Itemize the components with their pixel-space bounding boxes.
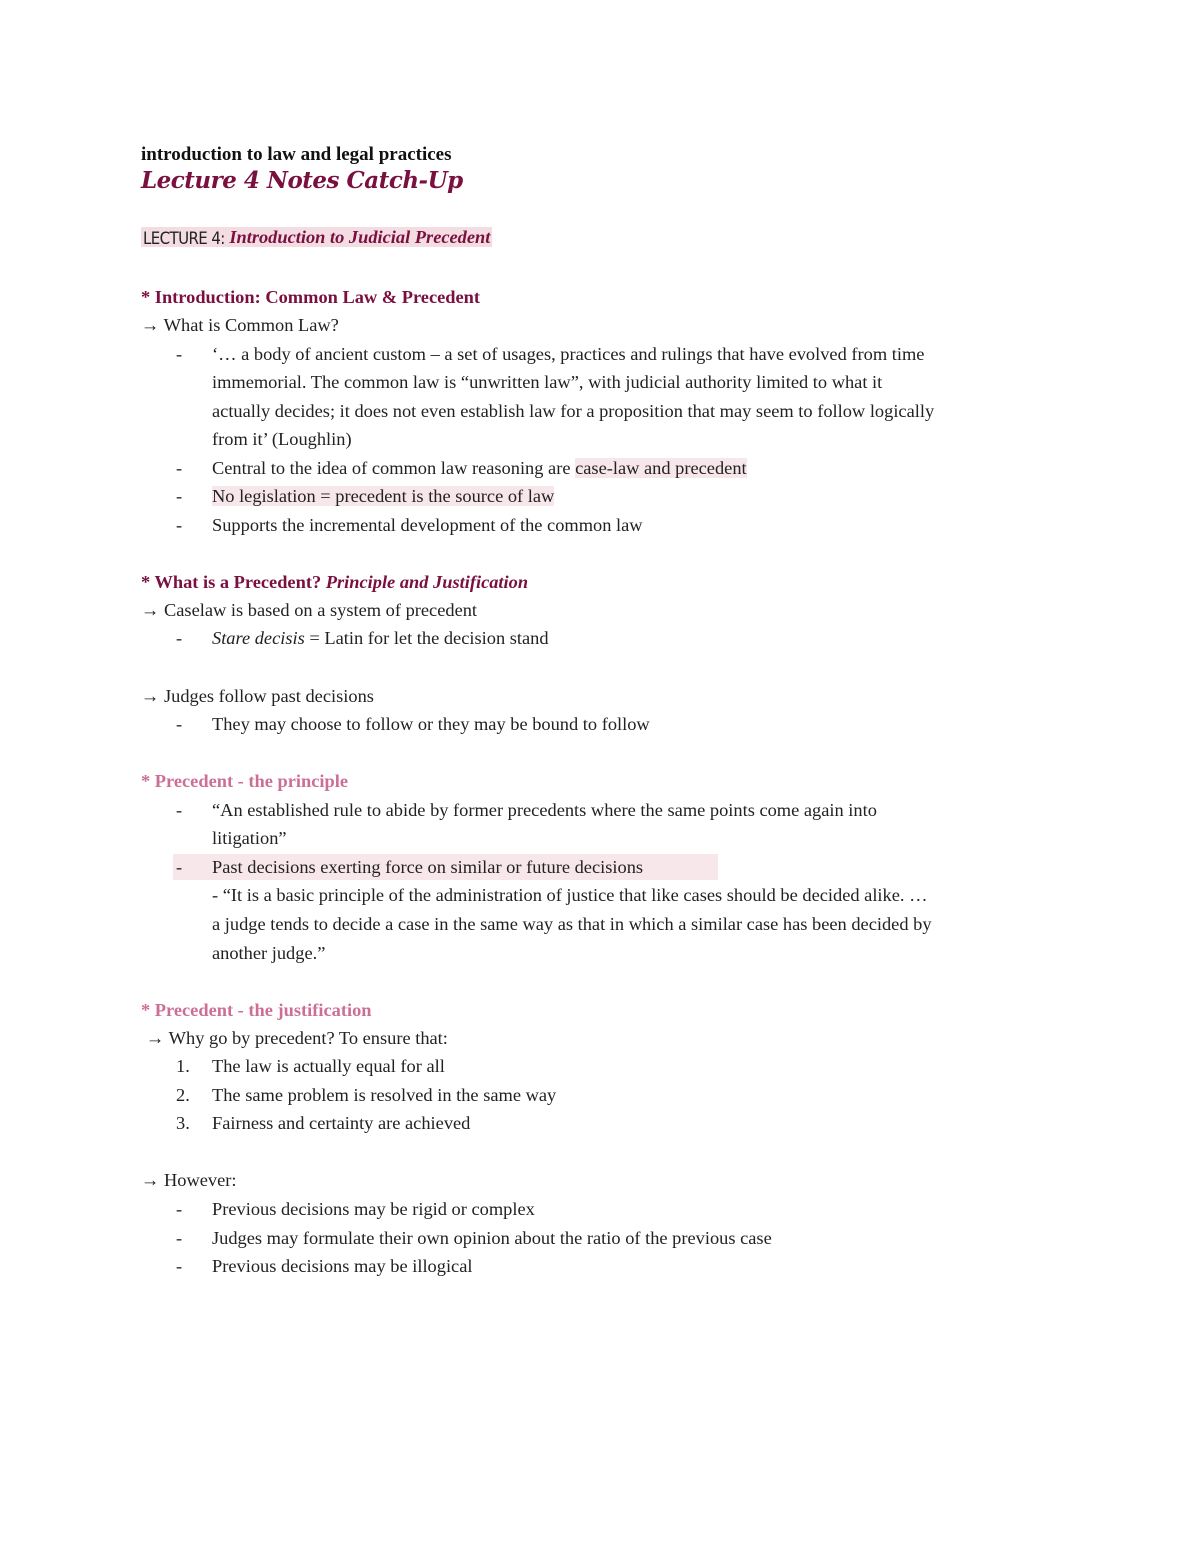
section-heading-common-law: * Introduction: Common Law & Precedent — [141, 287, 481, 307]
sub-quote-line: another judge.” — [212, 943, 326, 963]
sub-quote-line: a judge tends to decide a case in the same way as that in which a similar case has been decided by — [212, 914, 932, 934]
bullet-dash: - — [176, 628, 183, 648]
list-item: Previous decisions may be illogical — [212, 1256, 473, 1276]
list-item — [212, 625, 549, 651]
bullet-dash: - — [176, 1199, 183, 1219]
list-item — [212, 483, 554, 509]
bullet-dash: - — [176, 714, 183, 734]
course-title: introduction to law and legal practices — [141, 144, 452, 165]
list-item-text: Central to the idea of common law reasoning are — [212, 458, 576, 478]
bullet-dash: - — [176, 1228, 183, 1248]
list-item — [212, 455, 747, 481]
heading-italic-text: Principle and Justification — [325, 572, 529, 592]
numbered-item: The law is actually equal for all — [212, 1056, 445, 1076]
highlighted-text: No legislation = precedent is the source of law — [212, 486, 555, 506]
latin-term: Stare decisis — [212, 628, 305, 648]
arrow-line: → Caselaw is based on a system of precedent — [141, 600, 478, 620]
quote-line: from it’ (Loughlin) — [212, 429, 352, 449]
list-number: 2. — [176, 1085, 190, 1105]
list-item: “An established rule to abide by former precedents where the same points come again into — [212, 800, 877, 820]
section-heading-principle: * Precedent - the principle — [141, 771, 349, 791]
numbered-item: The same problem is resolved in the same way — [212, 1085, 557, 1105]
page-title: Lecture 4 Notes Catch-Up — [141, 167, 463, 194]
quote-line: immemorial. The common law is “unwritten law”, with judicial authority limited to what it — [212, 372, 883, 392]
list-item: Supports the incremental development of the common law — [212, 515, 643, 535]
highlighted-text: case-law and precedent — [575, 458, 747, 478]
arrow-line-what-is-common-law: → What is Common Law? — [141, 315, 339, 335]
arrow-line-however: → However: — [141, 1170, 237, 1190]
bullet-dash: - — [176, 800, 183, 820]
list-number: 3. — [176, 1113, 190, 1133]
numbered-item: Fairness and certainty are achieved — [212, 1113, 471, 1133]
list-item: Previous decisions may be rigid or complex — [212, 1199, 535, 1219]
arrow-line: → Judges follow past decisions — [141, 686, 374, 706]
bullet-dash: - — [176, 515, 183, 535]
list-number: 1. — [176, 1056, 190, 1076]
bullet-dash: - — [176, 486, 183, 506]
bullet-dash: - — [176, 857, 183, 877]
list-item: They may choose to follow or they may be bound to follow — [212, 714, 650, 734]
arrow-line: → Why go by precedent? To ensure that: — [146, 1028, 448, 1048]
bullet-dash: - — [176, 1256, 183, 1276]
list-item-text: = Latin for let the decision stand — [304, 628, 549, 648]
section-heading-justification: * Precedent - the justification — [141, 1000, 372, 1020]
lecture-title: Introduction to Judicial Precedent — [229, 227, 491, 247]
lecture-prefix: LECTURE 4: — [143, 227, 225, 249]
bullet-dash: - — [176, 344, 183, 364]
sub-quote-line: - “It is a basic principle of the administration of justice that like cases should be decided alike. … — [212, 885, 928, 905]
lecture-heading — [141, 224, 492, 251]
lecture-heading-highlight — [141, 227, 492, 247]
quote-line: actually decides; it does not even establish law for a proposition that may seem to follow logically — [212, 401, 935, 421]
heading-text: * What is a Precedent? — [141, 572, 326, 592]
list-item-highlighted: Past decisions exerting force on similar or future decisions — [212, 857, 644, 877]
quote-line: ‘… a body of ancient custom – a set of usages, practices and rulings that have evolved from time — [212, 344, 925, 364]
list-item-continuation: litigation” — [212, 828, 287, 848]
list-item: Judges may formulate their own opinion about the ratio of the previous case — [212, 1228, 772, 1248]
bullet-dash: - — [176, 458, 183, 478]
section-heading-what-is-precedent — [141, 569, 528, 595]
